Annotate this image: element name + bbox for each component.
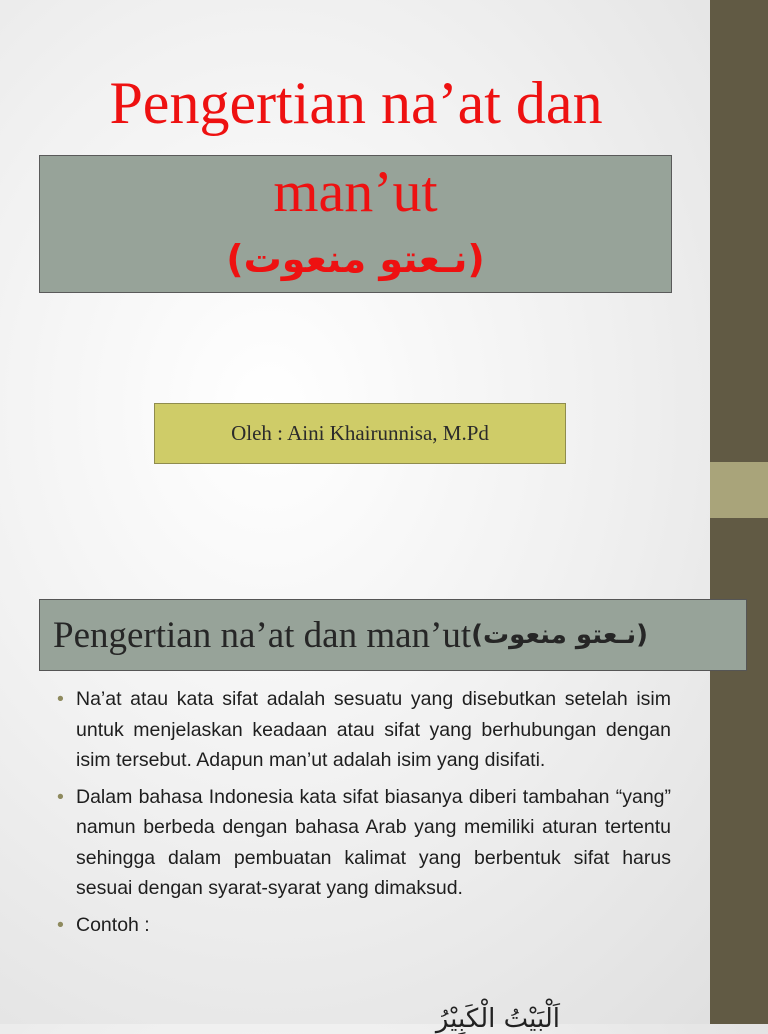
slide2-heading (39, 599, 747, 671)
slide2-heading-arabic: (نـعتو منعوت) (471, 620, 649, 650)
bullet-marker: • (57, 913, 64, 936)
right-side-bar-accent (710, 462, 768, 518)
bullet-item (57, 684, 671, 776)
slide1-title-line1: Pengertian na’at dan (109, 70, 603, 136)
bullet-text: Contoh : (76, 913, 150, 936)
slide1-title-arabic: (نـعتو منعوت) (226, 237, 485, 281)
arabic-example-text: اَلْبَيْتُ الْكَبِيْرُ (435, 1004, 560, 1034)
bullet-marker: • (57, 785, 64, 808)
slide2-heading-text: Pengertian na’at dan man’ut (53, 614, 472, 656)
bullet-text: Na’at atau kata sifat adalah sesuatu yang disebutkan setelah isim untuk menjelaskan keadaan atau sifat yang berhubungan dengan isim tersebut. Adapun man’ut adalah isim yang disifati. (76, 688, 671, 771)
bullet-item (57, 782, 671, 904)
author-box (154, 403, 566, 464)
slide1-title-line2: man’ut (273, 159, 438, 224)
slide1-title-box (39, 155, 672, 293)
bullet-text: Dalam bahasa Indonesia kata sifat biasanya diberi tambahan “yang” namun berbeda dengan bahasa Arab yang memiliki aturan tertentu sehingga dalam pembuatan kalimat yang berbentuk sifat harus sesuai dengan syarat-syarat yang dimaksud. (76, 785, 671, 899)
author-name: Oleh : Aini Khairunnisa, M.Pd (231, 421, 489, 445)
bullet-marker: • (57, 688, 64, 710)
bullet-item (57, 910, 671, 941)
bullet-list (57, 684, 671, 946)
